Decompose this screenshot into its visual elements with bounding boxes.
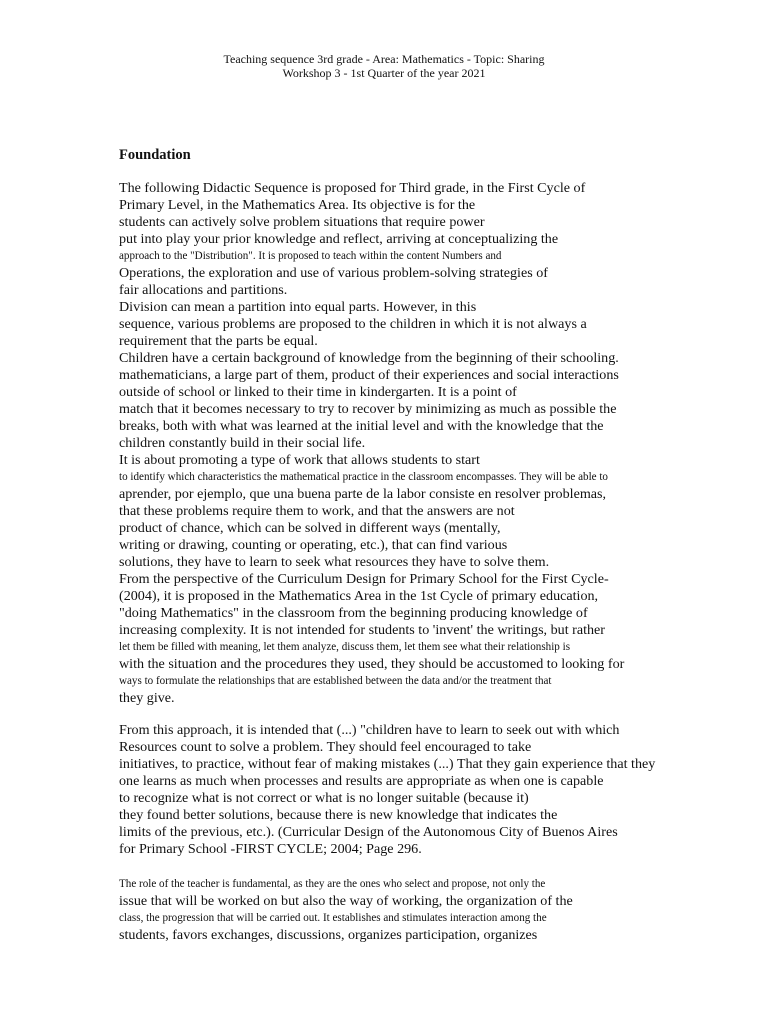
text-line: The following Didactic Sequence is proposed for Third grade, in the First Cycle of [119, 180, 586, 196]
text-line: initiatives, to practice, without fear of making mistakes (...) That they gain experience that they [119, 756, 656, 772]
text-line: writing or drawing, counting or operating, etc.), that can find various [119, 537, 508, 553]
text-line: to identify which characteristics the mathematical practice in the classroom encompasses. They will be able to [119, 471, 608, 483]
text-line: "doing Mathematics" in the classroom from the beginning producing knowledge of [119, 605, 588, 621]
text-line: Operations, the exploration and use of various problem-solving strategies of [119, 265, 548, 281]
document-body [119, 147, 675, 944]
text-line: increasing complexity. It is not intended for students to 'invent' the writings, but rather [119, 622, 605, 638]
text-line: students, favors exchanges, discussions, organizes participation, organizes [119, 927, 538, 943]
text-line: that these problems require them to work, and that the answers are not [119, 503, 515, 519]
text-line: The role of the teacher is fundamental, as they are the ones who select and propose, not only the [119, 878, 546, 890]
text-line: class, the progression that will be carried out. It establishes and stimulates interaction among the [119, 912, 547, 924]
text-line: they give. [119, 690, 175, 706]
text-line: sequence, various problems are proposed to the children in which it is not always a [119, 316, 587, 332]
text-line: breaks, both with what was learned at the initial level and with the knowledge that the [119, 418, 604, 434]
paragraph-approach [119, 722, 675, 858]
text-line: solutions, they have to learn to seek what resources they have to solve them. [119, 554, 550, 570]
text-line: It is about promoting a type of work that allows students to start [119, 452, 480, 468]
text-line: with the situation and the procedures they used, they should be accustomed to looking for [119, 656, 625, 672]
text-line: Primary Level, in the Mathematics Area. Its objective is for the [119, 197, 476, 213]
text-line: From the perspective of the Curriculum Design for Primary School for the First Cycle- [119, 571, 609, 587]
text-line: students can actively solve problem situations that require power [119, 214, 485, 230]
text-line: match that it becomes necessary to try to recover by minimizing as much as possible the [119, 401, 617, 417]
text-line: From this approach, it is intended that (...) "children have to learn to seek out with which [119, 722, 620, 738]
text-line: fair allocations and partitions. [119, 282, 288, 298]
text-line: put into play your prior knowledge and reflect, arriving at conceptualizing the [119, 231, 559, 247]
text-line: children constantly build in their social life. [119, 435, 366, 451]
text-line: Resources count to solve a problem. They should feel encouraged to take [119, 739, 532, 755]
text-line: Children have a certain background of knowledge from the beginning of their schooling. [119, 350, 619, 366]
text-line: mathematicians, a large part of them, product of their experiences and social interactions [119, 367, 619, 383]
text-line: aprender, por ejemplo, que una buena parte de la labor consiste en resolver problemas, [119, 486, 607, 502]
text-line: outside of school or linked to their time in kindergarten. It is a point of [119, 384, 517, 400]
text-line: approach to the "Distribution". It is proposed to teach within the content Numbers and [119, 250, 502, 262]
text-line: (2004), it is proposed in the Mathematics Area in the 1st Cycle of primary education, [119, 588, 599, 604]
text-line: requirement that the parts be equal. [119, 333, 318, 349]
text-line: ways to formulate the relationships that are established between the data and/or the treatment that [119, 675, 552, 687]
document-header [0, 52, 768, 80]
text-line: let them be filled with meaning, let them analyze, discuss them, let them see what their relationship is [119, 641, 571, 653]
paragraph-teacher-role [119, 876, 675, 944]
text-line: one learns as much when processes and results are appropriate as when one is capable [119, 773, 604, 789]
header-line-1: Teaching sequence 3rd grade - Area: Mathematics - Topic: Sharing [223, 52, 545, 66]
text-line: for Primary School -FIRST CYCLE; 2004; Page 296. [119, 841, 422, 857]
header-line-2: Workshop 3 - 1st Quarter of the year 2021 [282, 66, 486, 80]
text-line: issue that will be worked on but also the way of working, the organization of the [119, 893, 573, 909]
text-line: limits of the previous, etc.). (Curricular Design of the Autonomous City of Buenos Aires [119, 824, 618, 840]
text-line: they found better solutions, because there is new knowledge that indicates the [119, 807, 558, 823]
section-title: Foundation [119, 147, 191, 163]
text-line: Division can mean a partition into equal parts. However, in this [119, 299, 477, 315]
text-line: to recognize what is not correct or what is no longer suitable (because it) [119, 790, 529, 806]
text-line: product of chance, which can be solved in different ways (mentally, [119, 520, 501, 536]
paragraph-foundation [119, 180, 675, 707]
